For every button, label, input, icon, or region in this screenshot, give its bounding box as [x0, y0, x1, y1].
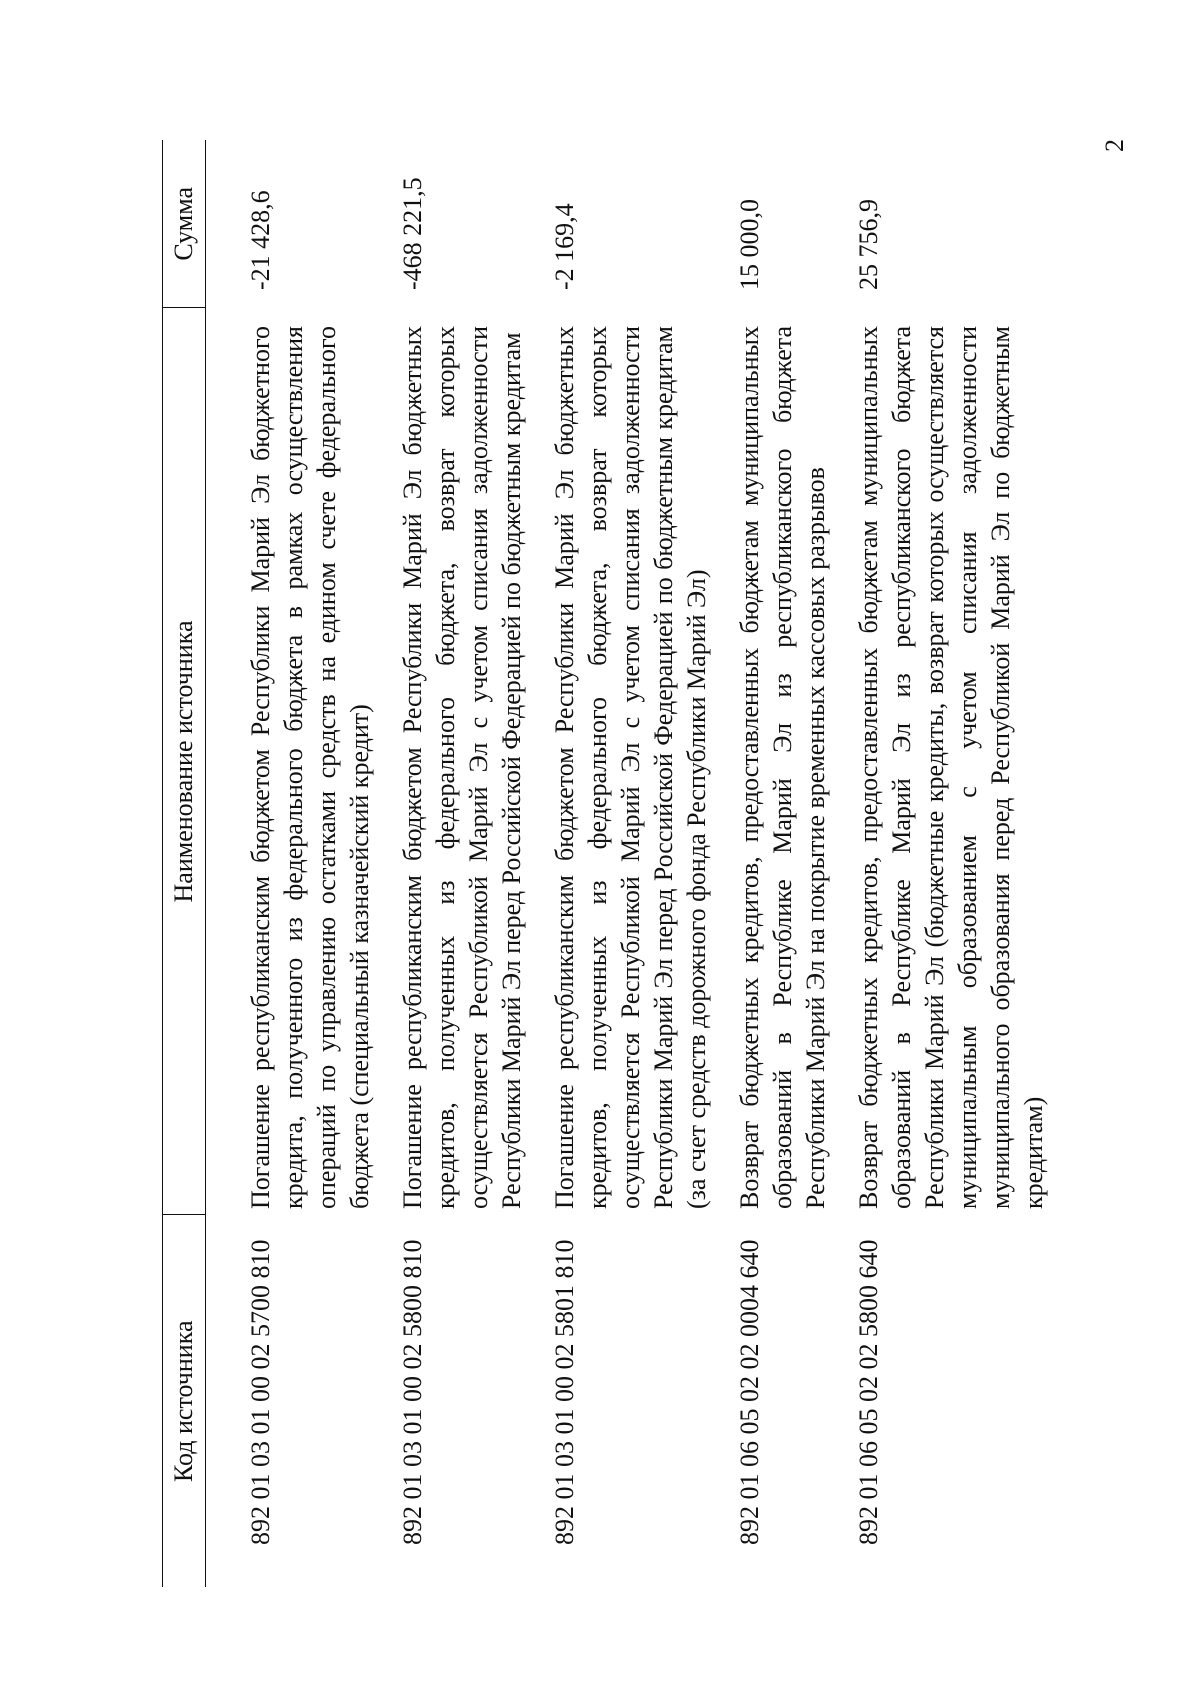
table-row	[528, 140, 713, 1587]
header-code: Код источника	[163, 1215, 206, 1587]
rotated-table-sheet	[162, 140, 1050, 1587]
source-sum: -21 428,6	[246, 190, 275, 290]
source-code: 892 01 03 01 00 02 5700 810	[246, 1239, 275, 1545]
page-number: 2	[1100, 139, 1129, 152]
table-row	[206, 140, 377, 1587]
source-code: 892 01 03 01 00 02 5800 810	[398, 1239, 427, 1545]
source-sum: 25 756,9	[854, 199, 883, 290]
table-row	[376, 140, 528, 1587]
header-sum: Сумма	[163, 140, 206, 308]
source-sum: 15 000,0	[735, 199, 764, 290]
source-name: Возврат бюджетных кредитов, предоставленных бюджетам муниципальных образований в Республике Марий Эл из республиканского бюджета Республики Марий Эл на покрытие временных кассовых разрывов	[735, 326, 830, 1209]
table-header	[163, 140, 206, 1587]
source-name: Погашение республиканским бюджетом Республики Марий Эл бюджетного кредита, полученного из федерального бюджета в рамках осуществления операций по управлению остатками средств на едином счете федерального бюджета (специальный казначейский кредит)	[246, 326, 374, 1209]
source-code: 892 01 06 05 02 02 0004 640	[735, 1239, 764, 1545]
source-sum: -468 221,5	[398, 177, 427, 290]
sources-table	[162, 140, 1050, 1587]
table-body	[206, 140, 1051, 1587]
source-name: Погашение республиканским бюджетом Республики Марий Эл бюджетных кредитов, полученных из федерального бюджета, возврат которых осуществляется Республикой Марий Эл с учетом списания задолженности Республики Марий Эл перед Российской Федерацией по бюджетным кредитам (за счет средств дорожного фонда Республики Марий Эл)	[550, 326, 711, 1209]
source-sum: -2 169,4	[550, 203, 579, 290]
source-name: Возврат бюджетных кредитов, предоставленных бюджетам муниципальных образований в Республике Марий Эл из республиканского бюджета Республики Марий Эл (бюджетные кредиты, возврат которых осуществляется муниципальным образованием с учетом списания задолженности муниципального образования перед Республикой Марий Эл по бюджетным кредитам)	[854, 326, 1048, 1209]
source-code: 892 01 06 05 02 02 5800 640	[854, 1239, 883, 1545]
table-row	[713, 140, 832, 1587]
source-name: Погашение республиканским бюджетом Республики Марий Эл бюджетных кредитов, полученных из федерального бюджета, возврат которых осуществляется Республикой Марий Эл с учетом списания задолженности Республики Марий Эл перед Российской Федерацией по бюджетным кредитам	[398, 326, 526, 1209]
table-row	[832, 140, 1050, 1587]
source-code: 892 01 03 01 00 02 5801 810	[550, 1239, 579, 1545]
header-row	[163, 140, 206, 1587]
header-name: Наименование источника	[163, 308, 206, 1215]
